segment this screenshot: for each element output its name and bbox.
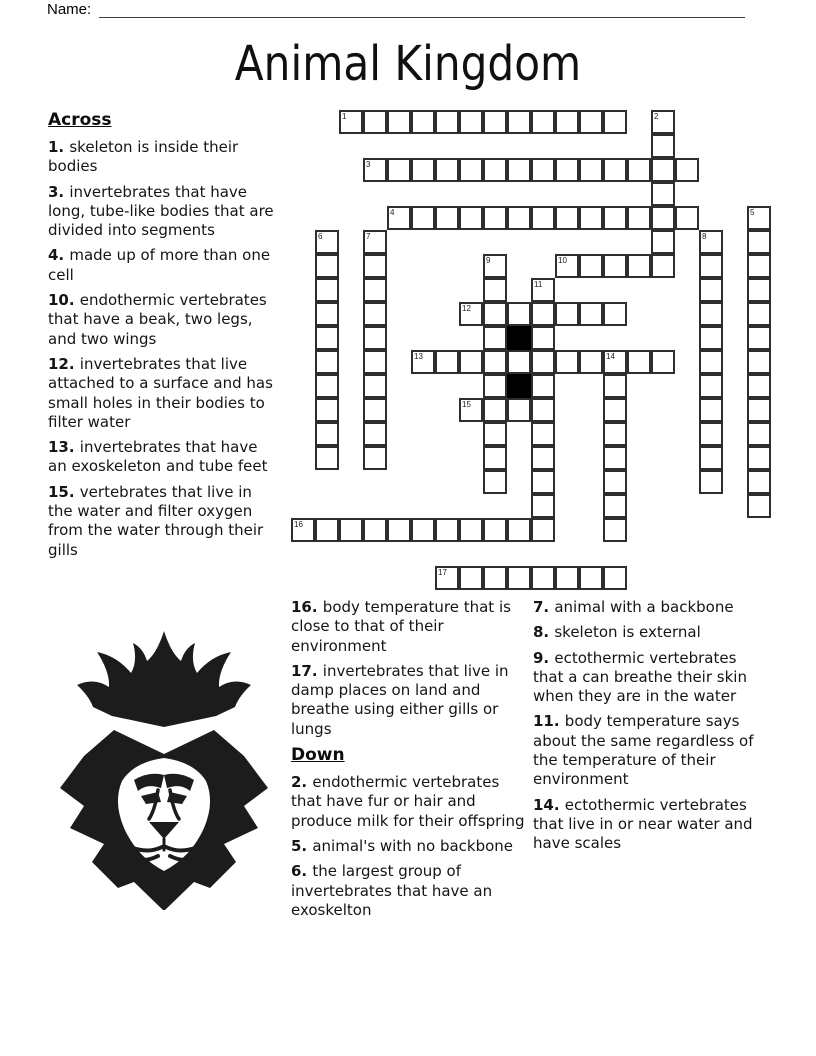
crossword-cell <box>315 518 339 542</box>
crossword-cell <box>339 110 363 134</box>
crossword-cell <box>363 374 387 398</box>
crossword-cell <box>483 422 507 446</box>
crossword-cell <box>531 446 555 470</box>
crossword-cell <box>747 446 771 470</box>
crossword-cell <box>411 350 435 374</box>
middle-clue-column <box>291 598 531 926</box>
crossword-cell <box>459 518 483 542</box>
name-label: Name: <box>47 1 92 18</box>
crossword-cell <box>651 158 675 182</box>
crossword-cell <box>555 566 579 590</box>
crossword-cell <box>315 278 339 302</box>
crossword-cell <box>507 206 531 230</box>
crossword-cell <box>483 518 507 542</box>
crossword-cell <box>531 110 555 134</box>
grid-clue-number: 6 <box>318 232 323 241</box>
crossword-cell <box>603 374 627 398</box>
crossword-grid <box>291 110 772 591</box>
clue-number-label: 7. <box>533 598 555 616</box>
crossword-cell <box>555 158 579 182</box>
crossword-cell <box>459 398 483 422</box>
across-clue-list-continued <box>291 598 531 739</box>
clue-item: 13. invertebrates that have an exoskeleton and tube feet <box>48 438 268 476</box>
crossword-cell <box>483 206 507 230</box>
grid-clue-number: 9 <box>486 256 491 265</box>
crossword-cell <box>459 566 483 590</box>
crossword-cell <box>483 254 507 278</box>
clue-item: 1. skeleton is inside their bodies <box>48 138 239 176</box>
crossword-cell <box>579 302 603 326</box>
clue-number-label: 14. <box>533 795 565 814</box>
crossword-cell <box>435 206 459 230</box>
crossword-cell <box>531 494 555 518</box>
crossword-cell <box>555 350 579 374</box>
crossword-cell <box>747 422 771 446</box>
crossword-cell <box>315 374 339 398</box>
crossword-cell <box>507 350 531 374</box>
grid-clue-number: 17 <box>438 568 447 577</box>
clue-item: 6. the largest group of invertebrates that have an exoskelton <box>291 862 493 919</box>
crossword-cell <box>747 398 771 422</box>
crossword-cell <box>363 254 387 278</box>
crossword-cell <box>747 326 771 350</box>
grid-clue-number: 1 <box>342 112 347 121</box>
clue-number-label: 17. <box>291 661 323 680</box>
crossword-cell <box>627 254 651 278</box>
grid-clue-number: 13 <box>414 352 423 361</box>
clue-item: 5. animal's with no backbone <box>291 836 514 855</box>
crossword-cell <box>651 134 675 158</box>
crossword-cell <box>651 254 675 278</box>
crossword-cell <box>699 422 723 446</box>
crossword-cell <box>675 158 699 182</box>
crossword-black-cell <box>507 374 531 398</box>
crossword-cell <box>555 206 579 230</box>
crossword-cell <box>387 158 411 182</box>
crossword-cell <box>363 230 387 254</box>
clue-number-label: 4. <box>48 246 70 265</box>
grid-clue-number: 4 <box>390 208 395 217</box>
crossword-cell <box>603 422 627 446</box>
clue-number-label: 12. <box>48 354 80 373</box>
crossword-cell <box>699 326 723 350</box>
crossword-cell <box>411 110 435 134</box>
crossword-cell <box>699 350 723 374</box>
crossword-cell <box>483 398 507 422</box>
crossword-cell <box>483 158 507 182</box>
crossword-cell <box>387 206 411 230</box>
clue-number-label: 3. <box>48 182 70 201</box>
clue-number-label: 11. <box>533 712 565 731</box>
crossword-cell <box>651 206 675 230</box>
crossword-cell <box>699 374 723 398</box>
right-clue-column <box>533 598 771 860</box>
crossword-cell <box>579 110 603 134</box>
crossword-cell <box>699 446 723 470</box>
crossword-cell <box>483 350 507 374</box>
crossword-cell <box>363 158 387 182</box>
crown-icon <box>77 631 251 727</box>
crossword-cell <box>531 470 555 494</box>
crossword-cell <box>579 566 603 590</box>
crossword-cell <box>531 398 555 422</box>
crossword-cell <box>579 254 603 278</box>
crossword-cell <box>651 230 675 254</box>
crossword-cell <box>459 302 483 326</box>
grid-clue-number: 12 <box>462 304 471 313</box>
crossword-cell <box>483 446 507 470</box>
clue-number-label: 15. <box>48 482 80 501</box>
crossword-cell <box>507 518 531 542</box>
crossword-cell <box>483 110 507 134</box>
crossword-cell <box>315 422 339 446</box>
crossword-cell <box>699 254 723 278</box>
crossword-cell <box>747 206 771 230</box>
crossword-cell <box>579 158 603 182</box>
clue-number-label: 9. <box>533 648 555 667</box>
across-clue-column <box>48 110 280 566</box>
down-heading: Down <box>291 745 345 766</box>
crossword-cell <box>315 302 339 326</box>
crossword-cell <box>603 470 627 494</box>
crossword-cell <box>747 470 771 494</box>
crossword-cell <box>459 158 483 182</box>
crossword-cell <box>651 350 675 374</box>
crossword-cell <box>531 158 555 182</box>
crossword-cell <box>603 206 627 230</box>
crossword-cell <box>627 158 651 182</box>
crossword-cell <box>459 110 483 134</box>
crossword-cell <box>531 206 555 230</box>
crossword-cell <box>531 326 555 350</box>
page-title: Animal Kingdom <box>234 36 582 92</box>
crossword-cell <box>507 110 531 134</box>
crossword-cell <box>483 302 507 326</box>
crossword-cell <box>747 350 771 374</box>
clue-number-label: 8. <box>533 623 555 642</box>
grid-clue-number: 5 <box>750 208 755 217</box>
crossword-cell <box>435 518 459 542</box>
crossword-cell <box>315 230 339 254</box>
crossword-cell <box>363 350 387 374</box>
across-clue-list <box>48 138 280 560</box>
crossword-cell <box>555 110 579 134</box>
crossword-cell <box>507 566 531 590</box>
crossword-cell <box>699 278 723 302</box>
crossword-cell <box>531 302 555 326</box>
crossword-cell <box>483 278 507 302</box>
grid-clue-number: 16 <box>294 520 303 529</box>
clue-number-label: 2. <box>291 773 313 792</box>
crossword-cell <box>315 398 339 422</box>
crossword-cell <box>483 374 507 398</box>
crossword-cell <box>603 302 627 326</box>
crossword-cell <box>315 350 339 374</box>
crossword-cell <box>363 110 387 134</box>
crossword-cell <box>483 566 507 590</box>
grid-clue-number: 2 <box>654 112 659 121</box>
clue-item: 10. endothermic vertebrates that have a beak, two legs, and two wings <box>48 291 267 348</box>
crossword-cell <box>531 566 555 590</box>
crossword-cell <box>699 230 723 254</box>
clue-item: 8. skeleton is external <box>533 623 701 642</box>
crossword-cell <box>603 110 627 134</box>
crossword-cell <box>459 206 483 230</box>
crossword-cell <box>627 350 651 374</box>
clue-item: 4. made up of more than one cell <box>48 246 271 284</box>
crossword-cell <box>603 566 627 590</box>
crossword-cell <box>531 350 555 374</box>
crossword-cell <box>531 518 555 542</box>
crossword-cell <box>699 398 723 422</box>
crossword-cell <box>363 398 387 422</box>
crossword-cell <box>459 350 483 374</box>
crossword-cell <box>507 302 531 326</box>
crossword-cell <box>603 158 627 182</box>
crossword-cell <box>531 278 555 302</box>
crossword-cell <box>363 302 387 326</box>
crossword-cell <box>411 206 435 230</box>
crossword-cell <box>291 518 315 542</box>
crossword-cell <box>435 566 459 590</box>
crossword-cell <box>675 206 699 230</box>
crossword-cell <box>387 518 411 542</box>
crossword-cell <box>363 326 387 350</box>
crossword-cell <box>363 278 387 302</box>
clue-item: 16. body temperature that is close to that of their environment <box>291 598 511 655</box>
crossword-cell <box>411 518 435 542</box>
crossword-cell <box>603 446 627 470</box>
down-clue-list <box>291 773 531 920</box>
grid-clue-number: 10 <box>558 256 567 265</box>
crossword-cell <box>603 254 627 278</box>
crossword-cell <box>339 518 363 542</box>
clue-item: 14. ectothermic vertebrates that live in or near water and have scales <box>533 795 753 853</box>
crossword-cell <box>483 470 507 494</box>
crossword-cell <box>315 254 339 278</box>
crossword-cell <box>699 302 723 326</box>
clue-item: 12. invertebrates that live attached to a surface and has small holes in their bodies to filter water <box>48 354 273 431</box>
crossword-cell <box>555 254 579 278</box>
crossword-cell <box>747 494 771 518</box>
grid-clue-number: 15 <box>462 400 471 409</box>
clue-item: 9. ectothermic vertebrates that a can breathe their skin when they are in the water <box>533 648 747 706</box>
down-clue-list-continued <box>533 598 771 854</box>
crossword-cell <box>387 110 411 134</box>
grid-clue-number: 14 <box>606 352 615 361</box>
clue-item: 7. animal with a backbone <box>533 598 734 616</box>
crossword-cell <box>363 422 387 446</box>
crossword-cell <box>603 518 627 542</box>
clue-number-label: 5. <box>291 836 313 855</box>
crossword-cell <box>579 350 603 374</box>
crossword-cell <box>507 158 531 182</box>
crossword-cell <box>435 350 459 374</box>
crossword-cell <box>411 158 435 182</box>
crossword-cell <box>363 446 387 470</box>
crossword-cell <box>747 278 771 302</box>
crossword-cell <box>603 350 627 374</box>
crossword-cell <box>435 158 459 182</box>
crossword-cell <box>651 182 675 206</box>
crossword-cell <box>603 398 627 422</box>
crossword-cell <box>363 518 387 542</box>
crossword-cell <box>435 110 459 134</box>
across-heading: Across <box>48 110 112 130</box>
name-blank-line <box>99 3 745 18</box>
crossword-cell <box>483 326 507 350</box>
clue-number-label: 16. <box>291 598 323 616</box>
crossword-cell <box>315 446 339 470</box>
clue-number-label: 10. <box>48 291 80 310</box>
crossword-cell <box>747 230 771 254</box>
crossword-cell <box>603 494 627 518</box>
crossword-cell <box>699 470 723 494</box>
clue-item: 11. body temperature says about the same regardless of the temperature of their environment <box>533 712 754 789</box>
grid-clue-number: 8 <box>702 232 707 241</box>
grid-clue-number: 7 <box>366 232 371 241</box>
crossword-cell <box>747 254 771 278</box>
clue-number-label: 13. <box>48 438 80 457</box>
crossword-cell <box>555 302 579 326</box>
grid-clue-number: 11 <box>534 280 543 289</box>
grid-clue-number: 3 <box>366 160 371 169</box>
lion-crown-logo <box>54 628 274 910</box>
crossword-cell <box>651 110 675 134</box>
crossword-cell <box>627 206 651 230</box>
crossword-cell <box>315 326 339 350</box>
clue-item: 17. invertebrates that live in damp places on land and breathe using either gills or lungs <box>291 661 509 738</box>
crossword-cell <box>507 398 531 422</box>
crossword-cell <box>531 374 555 398</box>
clue-item: 15. vertebrates that live in the water and filter oxygen from the water through their gills <box>48 482 264 559</box>
crossword-black-cell <box>507 326 531 350</box>
crossword-cell <box>579 206 603 230</box>
crossword-cell <box>531 422 555 446</box>
clue-number-label: 6. <box>291 862 313 881</box>
crossword-cell <box>747 374 771 398</box>
clue-item: 2. endothermic vertebrates that have fur or hair and produce milk for their offspring <box>291 773 525 830</box>
clue-item: 3. invertebrates that have long, tube-like bodies that are divided into segments <box>48 182 274 240</box>
crossword-cell <box>747 302 771 326</box>
clue-number-label: 1. <box>48 138 70 156</box>
